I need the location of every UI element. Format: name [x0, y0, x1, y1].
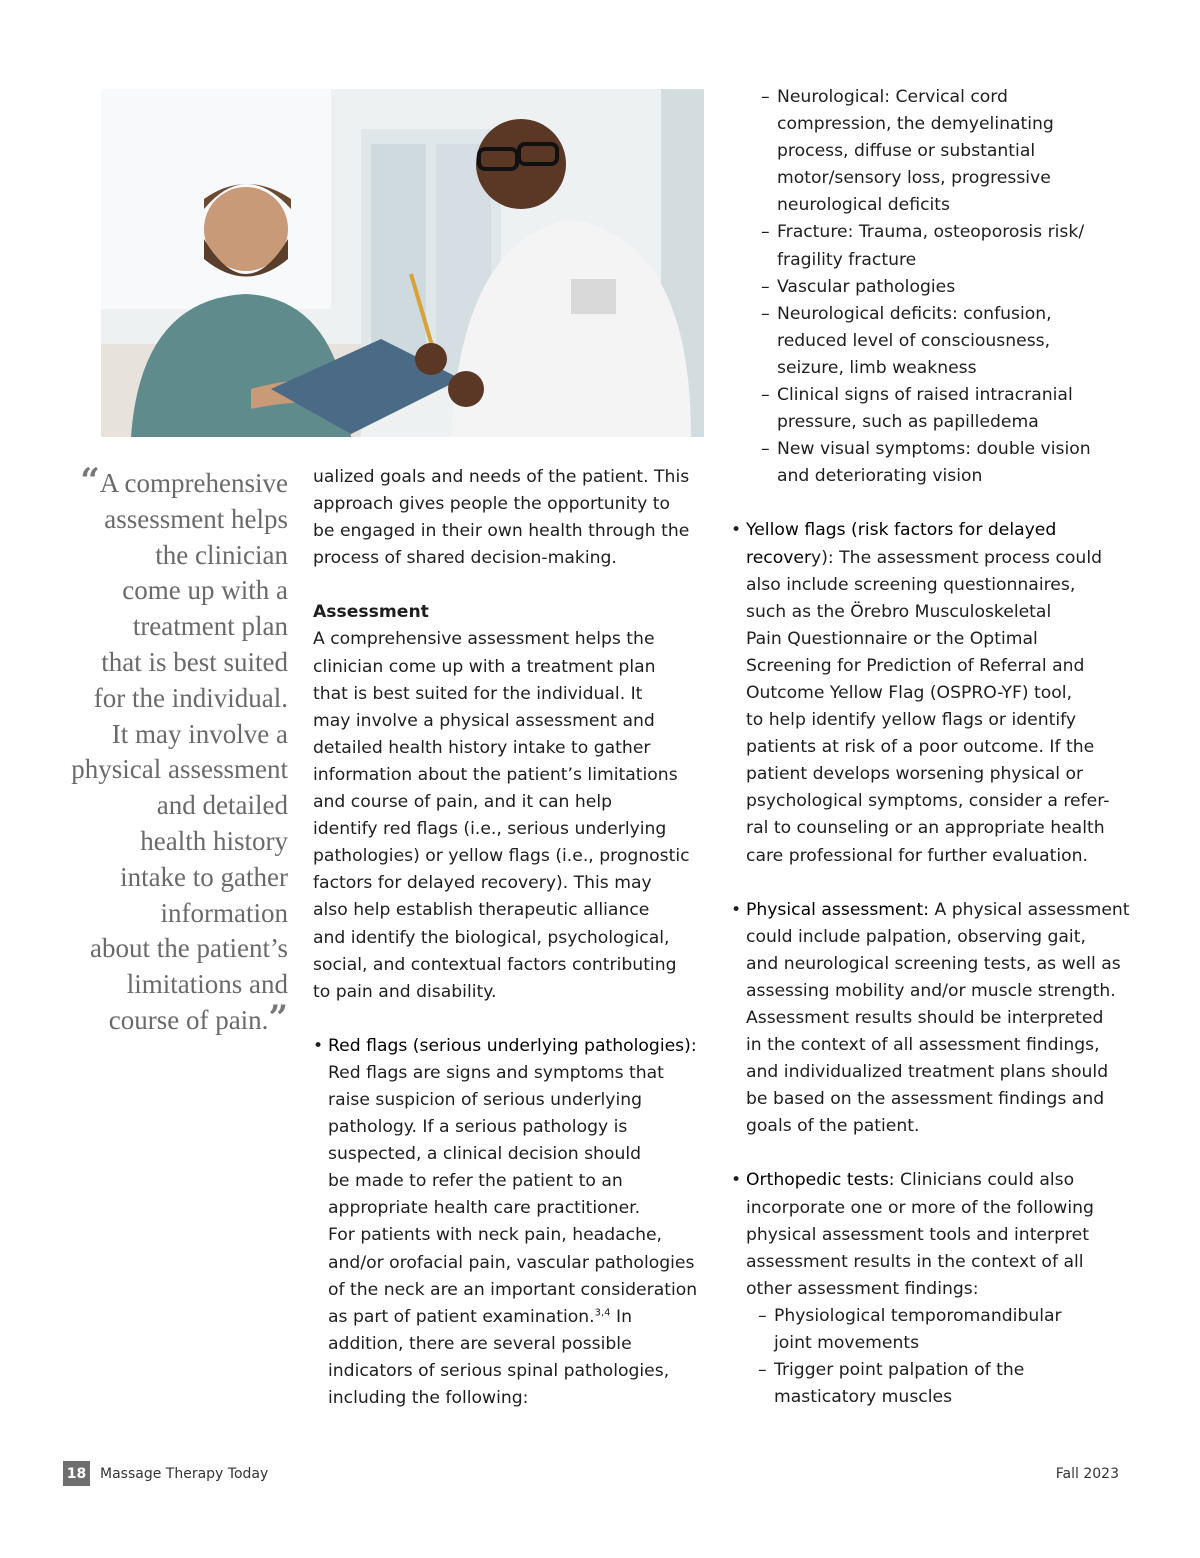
sublist-item: – Physiological temporomandibular joint movements: [758, 1303, 1131, 1357]
dash-icon: –: [761, 222, 770, 243]
article-column-right: [731, 84, 1131, 1411]
pull-quote-line: physical assessment: [71, 754, 288, 785]
paragraph-line: raise suspicion of serious underlying: [328, 1089, 643, 1110]
bullet-icon: •: [731, 520, 742, 541]
bullet-label: Physical assessment:: [746, 899, 930, 920]
publication-name: Massage Therapy Today: [100, 1465, 269, 1482]
issue-date: Fall 2023: [1055, 1466, 1119, 1482]
pull-quote-line: limitations and: [126, 969, 288, 1000]
paragraph-line: to pain and disability.: [313, 981, 497, 1002]
pull-quote-line: assessment helps: [104, 503, 288, 534]
pull-quote-line: intake to gather: [120, 861, 288, 892]
paragraph-line: social, and contextual factors contributing: [313, 954, 677, 975]
sublist-item: – Fracture: Trauma, osteoporosis risk/ fragility fracture: [761, 219, 1131, 273]
bullet-label: Yellow flags (risk factors for delayed: [746, 520, 1057, 541]
paragraph-line: also help establish therapeutic alliance: [313, 900, 650, 921]
pull-quote-line: for the individual.: [93, 682, 288, 713]
paragraph-line: process of shared decision-making.: [313, 548, 617, 569]
paragraph-line: Physical assessment: A physical assessment: [746, 899, 1130, 920]
clinician-patient-illustration: [101, 89, 704, 437]
paragraph-line: and identify the biological, psychological,: [313, 927, 670, 948]
paragraph-line: factors for delayed recovery). This may: [313, 873, 652, 894]
physical-assessment-bullet: • Physical assessment: A physical assessment could include palpation, observing gait, and neurological screening tests, as well as assessing mobility and/or muscle strength. Assessment results should be interpreted in the context of all assessment findings, and individualized treatment plans should be based on the assessment findings and goals of the patient.: [731, 897, 1131, 1141]
paragraph-line: addition, there are several possible: [328, 1333, 632, 1354]
red-flag-sublist: [731, 84, 1131, 490]
dash-icon: –: [761, 439, 770, 460]
pull-quote-line: that is best suited: [101, 646, 288, 677]
paragraph-line: For patients with neck pain, headache,: [328, 1225, 663, 1246]
paragraph-line: of the neck are an important consideration: [328, 1279, 698, 1300]
sublist-item: – Trigger point palpation of the masticatory muscles: [758, 1357, 1131, 1411]
paragraph-line: Orthopedic tests: Clinicians could also: [746, 1170, 1075, 1191]
paragraph-line: and course of pain, and it can help: [313, 792, 613, 813]
sublist-item: – Neurological deficits: confusion, reduced level of consciousness, seizure, limb weakness: [761, 301, 1131, 382]
paragraph-line: pathology. If a serious pathology is: [328, 1117, 628, 1138]
pull-quote-line: “A comprehensive: [80, 461, 288, 501]
article-column-middle: [313, 464, 703, 1412]
bullet-icon: •: [731, 899, 742, 920]
paragraph-line: information about the patient’s limitations: [313, 764, 678, 785]
bullet-icon: •: [731, 1170, 742, 1191]
red-flags-bullet: [313, 1033, 703, 1412]
paragraph-line: indicators of serious spinal pathologies,: [328, 1360, 670, 1381]
bullet-icon: •: [313, 1035, 324, 1056]
paragraph-line: be made to refer the patient to an: [328, 1171, 623, 1192]
paragraph-line: including the following:: [328, 1388, 529, 1408]
dash-icon: –: [761, 385, 770, 406]
paragraph-line: A comprehensive assessment helps the: [313, 629, 655, 650]
paragraph-line: clinician come up with a treatment plan: [313, 656, 656, 677]
paragraph-line: as part of patient examination.$^{3,4}$ In: [328, 1306, 632, 1327]
pull-quote-line: information: [160, 897, 288, 928]
sublist-item: – New visual symptoms: double vision and deteriorating vision: [761, 436, 1131, 490]
paragraph-line: that is best suited for the individual. It: [313, 683, 643, 704]
close-quote-icon: ”: [268, 997, 288, 1038]
pull-quote-line: come up with a: [122, 575, 288, 606]
paragraph-line: suspected, a clinical decision should: [328, 1144, 642, 1165]
paragraph-line: be engaged in their own health through the: [313, 521, 690, 542]
dash-icon: –: [758, 1360, 767, 1381]
section-heading: Assessment: [313, 602, 429, 623]
citation-superscript[interactable]: 3,4: [594, 1306, 611, 1318]
yellow-flags-bullet: • Yellow flags (risk factors for delayed recovery): The assessment process could also include screening questionnaires, such as the Örebro Musculoskeletal Pain Questionnaire or the Optimal Screening for Prediction of Referral and Outcome Yellow Flag (OSPRO-YF) tool, to help identify yellow flags or identify patients at risk of a poor outcome. If the patient develops worsening physical or psychological symptoms, consider a refer- ral to counseling or an appropriate health care professional for further evaluation.: [731, 517, 1131, 869]
paragraph-line: ualized goals and needs of the patient. This: [313, 467, 690, 487]
pull-quote-line: treatment plan: [132, 611, 288, 642]
paragraph-line: detailed health history intake to gather: [313, 737, 651, 758]
sublist-item: – Clinical signs of raised intracranial pressure, such as papilledema: [761, 382, 1131, 436]
orthopedic-tests-bullet: • Orthopedic tests: Clinicians could also incorporate one or more of the following physical assessment tools and interpret assessment results in the context of all other assessment findings: – Physiological temporomandibular joint movements – Trigger point palpation of the masticatory muscles: [731, 1167, 1131, 1411]
paragraph-line: may involve a physical assessment and: [313, 710, 655, 731]
article-photo: [101, 89, 704, 437]
dash-icon: –: [758, 1305, 767, 1326]
dash-icon: –: [761, 303, 770, 324]
pull-quote-line: about the patient’s: [90, 933, 288, 964]
paragraph-line: recovery): The assessment process could: [746, 547, 1103, 568]
footer-left: [63, 1461, 268, 1486]
pull-quote-line: course of pain.”: [108, 997, 288, 1038]
pull-quote-line: and detailed: [156, 790, 288, 821]
paragraph-line: approach gives people the opportunity to: [313, 494, 670, 515]
pull-quote: [62, 461, 288, 1039]
page-number: 18: [63, 1461, 90, 1486]
pull-quote-line: the clinician: [155, 539, 288, 570]
paragraph-line: appropriate health care practitioner.: [328, 1198, 641, 1219]
dash-icon: –: [761, 276, 770, 297]
pull-quote-line: health history: [140, 825, 288, 856]
paragraph-line: pathologies) or yellow flags (i.e., prognostic: [313, 846, 690, 867]
pull-quote-line: It may involve a: [111, 718, 288, 749]
paragraph-line: identify red flags (i.e., serious underlying: [313, 819, 667, 840]
bullet-label: Red flags (serious underlying pathologies):: [328, 1035, 697, 1056]
bullet-label: Orthopedic tests:: [746, 1170, 895, 1191]
paragraph-line: Red flags are signs and symptoms that: [328, 1062, 664, 1083]
dash-icon: –: [761, 87, 770, 107]
paragraph-line: and/or orofacial pain, vascular pathologies: [328, 1252, 695, 1273]
sublist-item: – Neurological: Cervical cord compression, the demyelinating process, diffuse or substantial motor/sensory loss, progressive neurological deficits: [761, 84, 1131, 219]
sublist-item: – Vascular pathologies: [761, 274, 1131, 301]
open-quote-icon: “: [80, 461, 100, 501]
